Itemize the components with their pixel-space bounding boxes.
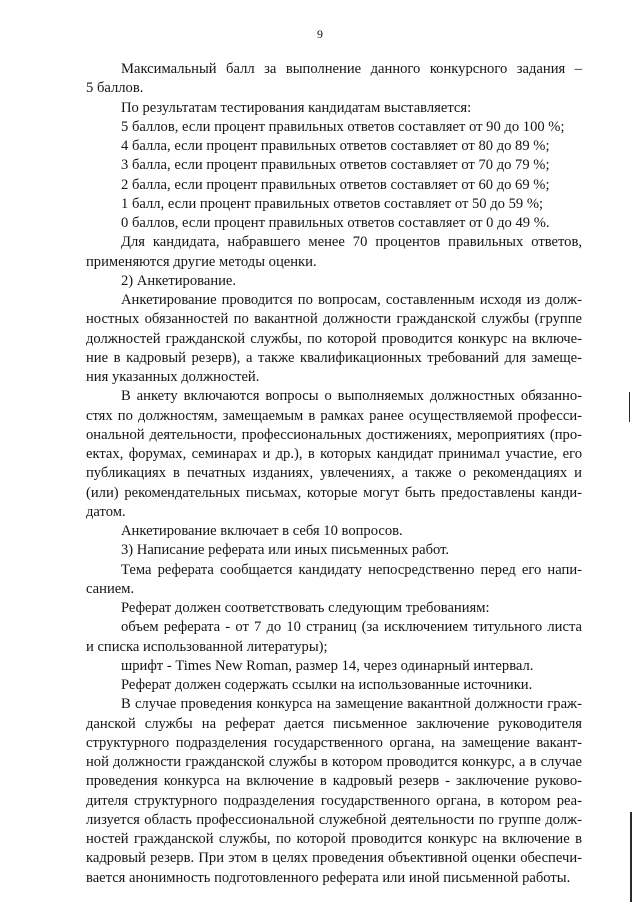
- text-line: 2) Анкетирование.: [121, 273, 237, 289]
- text-line: ние в кадровый резерв), а также квалификационных требований для замеще-: [86, 350, 582, 366]
- text-line: (или) рекомендательных письмах, которые могут быть предоставлены канди-: [86, 485, 582, 501]
- text-line: данской службы на реферат дается письменное заключение руководителя: [86, 716, 582, 732]
- text-line: проведения конкурса на включение в кадровый резерв - заключение руково-: [86, 773, 582, 789]
- text-line: 0 баллов, если процент правильных ответов составляет от 0 до 49 %.: [121, 215, 550, 231]
- text-line: Для кандидата, набравшего менее 70 процентов правильных ответов,: [121, 234, 582, 250]
- text-line: Анкетирование проводится по вопросам, составленным исходя из долж-: [121, 292, 582, 308]
- text-line: В анкету включаются вопросы о выполняемых должностных обязанно-: [121, 388, 582, 404]
- text-line: Тема реферата сообщается кандидату непосредственно перед его напи-: [121, 562, 582, 578]
- text-line: Реферат должен содержать ссылки на использованные источники.: [121, 677, 533, 693]
- text-line: датом.: [86, 504, 126, 520]
- text-line: и списка использованной литературы);: [86, 639, 328, 655]
- text-line: структурного подразделения государственного органа, на замещение вакант-: [86, 735, 582, 751]
- text-line: ния указанных должностей.: [86, 369, 260, 385]
- text-line: должностей гражданской службы, по которой проводится конкурс на включе-: [86, 331, 582, 347]
- text-line: 3) Написание реферата или иных письменных работ.: [121, 542, 450, 558]
- text-line: ектах, форумах, семинарах и др.), в которых кандидат принимал участие, его: [86, 446, 582, 462]
- text-line: кадровый резерв. При этом в целях проведения объективной оценки обеспечи-: [86, 850, 582, 866]
- text-line: 4 балла, если процент правильных ответов составляет от 80 до 89 %;: [121, 138, 550, 154]
- text-line: 3 балла, если процент правильных ответов составляет от 70 до 79 %;: [121, 157, 550, 173]
- text-line: ной должности гражданской службы в котором проводится конкурс, а в случае: [86, 754, 582, 770]
- text-line: ностных обязанностей по вакантной должности гражданской службы (группе: [86, 311, 582, 327]
- text-line: 5 баллов.: [86, 80, 144, 96]
- text-line: санием.: [86, 581, 135, 597]
- text-line: ональной деятельности, профессиональных достижениях, мероприятиях (про-: [86, 427, 582, 443]
- text-line: вается анонимность подготовленного реферата или иной письменной работы.: [86, 870, 571, 886]
- scan-margin-mark: [630, 812, 632, 902]
- text-line: Реферат должен соответствовать следующим требованиям:: [121, 600, 490, 616]
- text-line: ностей гражданской службы, по которой проводится конкурс на включение в: [86, 831, 582, 847]
- text-line: Максимальный балл за выполнение данного конкурсного задания –: [121, 61, 582, 77]
- text-line: публикациях в печатных изданиях, увлечениях, а также о рекомендациях и: [86, 465, 582, 481]
- text-line: 5 баллов, если процент правильных ответов составляет от 90 до 100 %;: [121, 119, 565, 135]
- text-line: шрифт - Times New Roman, размер 14, через одинарный интервал.: [121, 658, 534, 674]
- text-line: Анкетирование включает в себя 10 вопросов.: [121, 523, 403, 539]
- text-line: В случае проведения конкурса на замещение вакантной должности граж-: [121, 696, 582, 712]
- page-number: 9: [317, 27, 323, 41]
- text-line: дителя структурного подразделения государственного органа, в котором реа-: [86, 793, 582, 809]
- text-line: 1 балл, если процент правильных ответов составляет от 50 до 59 %;: [121, 196, 544, 212]
- scan-margin-mark: [629, 392, 630, 422]
- text-line: По результатам тестирования кандидатам выставляется:: [121, 100, 472, 116]
- text-line: объем реферата - от 7 до 10 страниц (за исключением титульного листа: [121, 619, 582, 635]
- text-line: лизуется область профессиональной служебной деятельности по группе долж-: [86, 812, 582, 828]
- text-line: стях по должностям, замещаемым в рамках ранее осуществляемой професси-: [86, 408, 582, 424]
- text-line: применяются другие методы оценки.: [86, 254, 317, 270]
- text-line: 2 балла, если процент правильных ответов составляет от 60 до 69 %;: [121, 177, 550, 193]
